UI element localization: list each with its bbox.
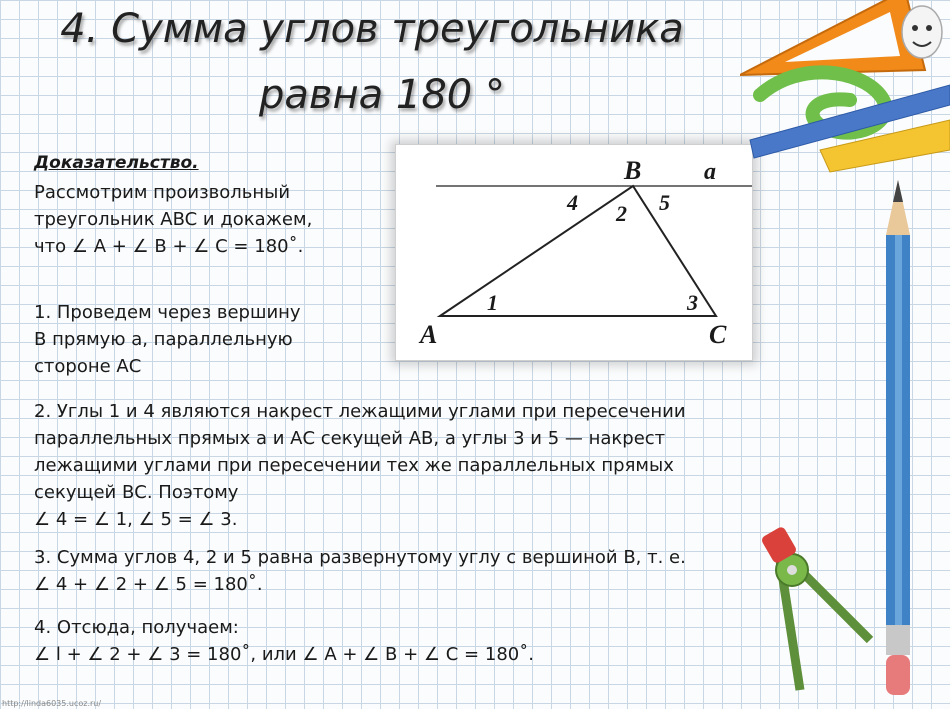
- proof-step-2-line: секущей ВС. Поэтому: [34, 482, 239, 503]
- proof-step-2: [34, 398, 686, 533]
- source-url: http://linda6035.ucoz.ru/: [2, 699, 102, 708]
- proof-step-1: [34, 299, 301, 380]
- proof-step-2-line: 2. Углы 1 и 4 являются накрест лежащими углами при пересечении: [34, 401, 686, 422]
- vertex-label-b: B: [624, 156, 642, 185]
- proof-intro-line: что ∠ A + ∠ B + ∠ C = 180˚.: [34, 236, 304, 257]
- proof-step-1-line: В прямую а, параллельную: [34, 329, 293, 350]
- angle-label-3: 3: [687, 290, 698, 315]
- proof-heading: Доказательство.: [34, 153, 199, 173]
- vertex-label-a: A: [420, 320, 438, 349]
- angle-label-2: 2: [616, 201, 627, 226]
- proof-step-3-line: 3. Сумма углов 4, 2 и 5 равна развернутому углу с вершиной В, т. е.: [34, 547, 686, 568]
- triangle-figure: [395, 144, 753, 361]
- proof-step-2-line: параллельных прямых а и АС секущей АВ, а углы 3 и 5 — накрест: [34, 428, 666, 449]
- proof-step-1-line: стороне АС: [34, 356, 142, 377]
- proof-step-2-line: лежащими углами при пересечении тех же параллельных прямых: [34, 455, 674, 476]
- proof-step-4-line: ∠ l + ∠ 2 + ∠ 3 = 180˚, или ∠ A + ∠ B + ∠ C = 180˚.: [34, 644, 534, 665]
- compass-icon: [760, 526, 870, 690]
- pencil-icon: [886, 180, 910, 695]
- triangle-abc: [440, 186, 716, 316]
- proof-step-4: [34, 614, 534, 668]
- page-title-line-1: 4. Сумма углов треугольника: [60, 6, 684, 52]
- angle-label-1: 1: [487, 290, 498, 315]
- proof-intro-line: треугольник ABC и докажем,: [34, 209, 313, 230]
- smiley-icon: [902, 6, 942, 58]
- proof-step-3: [34, 544, 686, 598]
- line-label-a: a: [704, 159, 716, 185]
- proof-step-3-line: ∠ 4 + ∠ 2 + ∠ 5 = 180˚.: [34, 574, 263, 595]
- triangle-diagram: [396, 145, 752, 360]
- proof-intro-line: Рассмотрим произвольный: [34, 182, 291, 203]
- proof-intro: [34, 179, 312, 260]
- proof-step-2-line: ∠ 4 = ∠ 1, ∠ 5 = ∠ 3.: [34, 509, 238, 530]
- proof-step-4-line: 4. Отсюда, получаем:: [34, 617, 239, 638]
- vertex-label-c: C: [709, 320, 727, 349]
- angle-label-5: 5: [659, 190, 670, 215]
- stationery-decoration: [740, 0, 950, 709]
- set-square-icon: [740, 0, 925, 75]
- page-title-line-2: равна 180 °: [259, 72, 505, 118]
- proof-step-1-line: 1. Проведем через вершину: [34, 302, 301, 323]
- angle-label-4: 4: [567, 190, 578, 215]
